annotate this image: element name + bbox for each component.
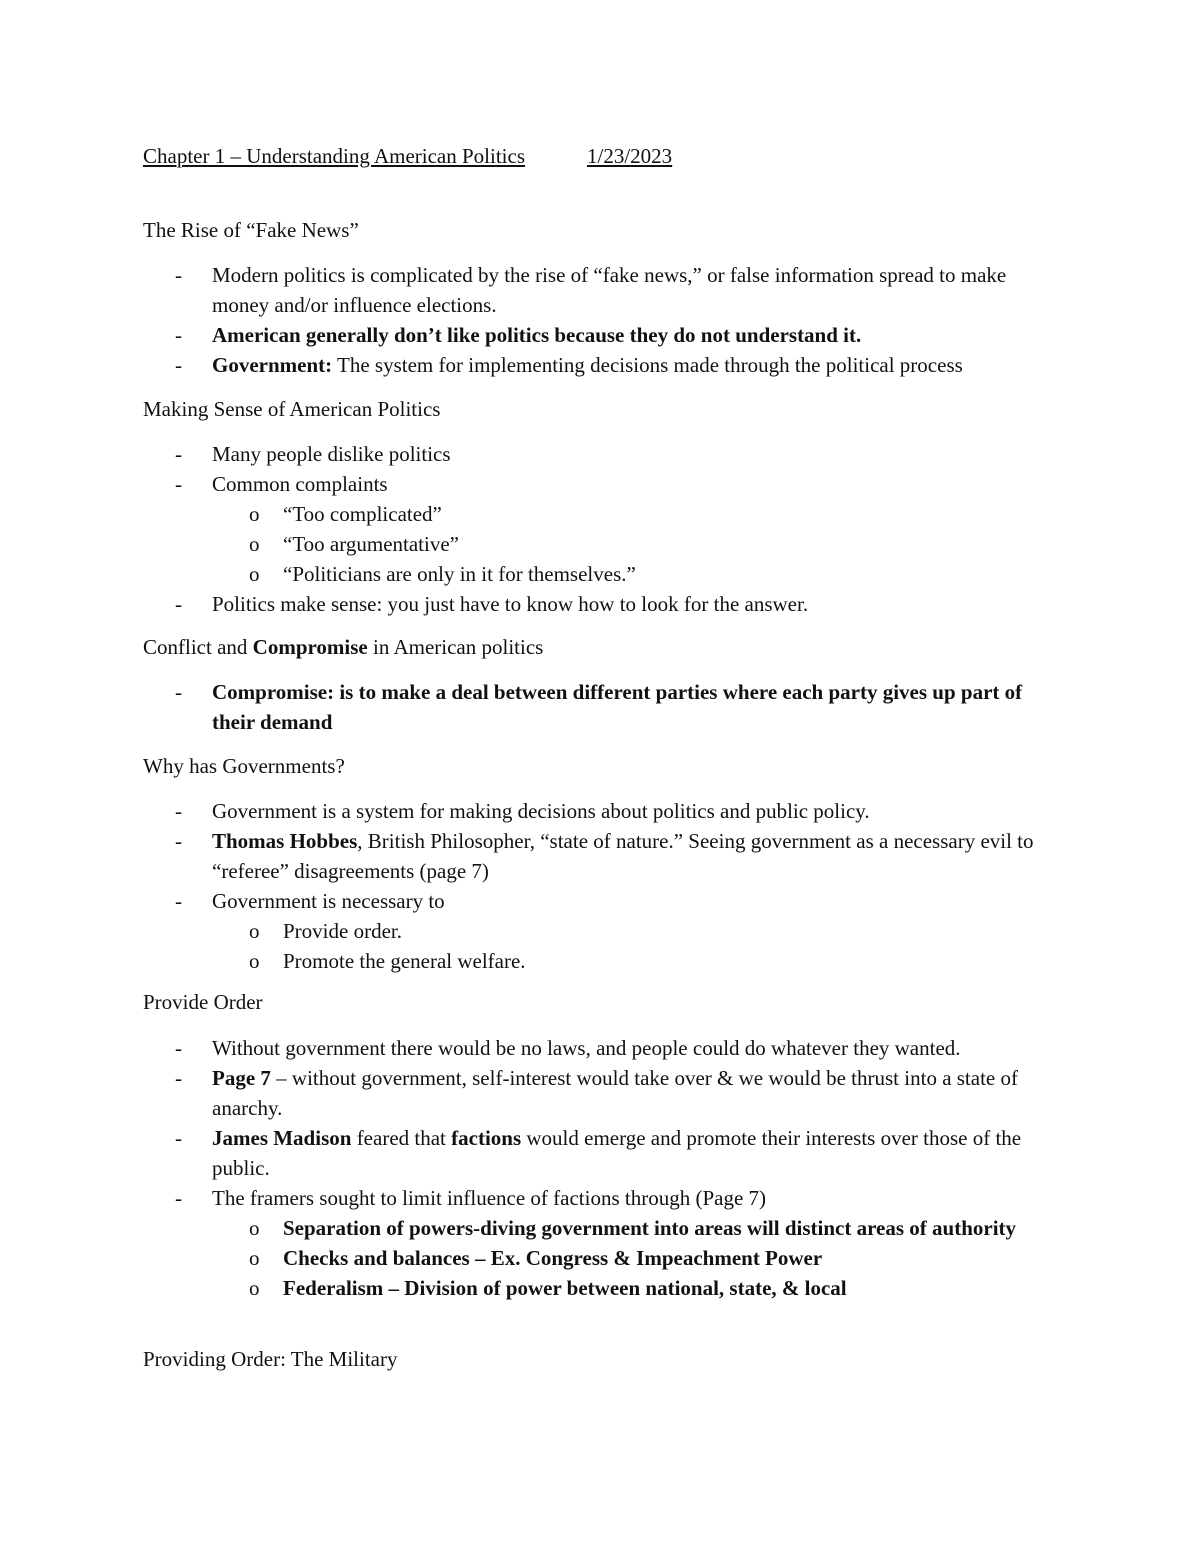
sub-list-item: o “Too argumentative” (212, 529, 1063, 559)
list-item (143, 1123, 1063, 1183)
section-heading-provide-order: Provide Order (143, 990, 263, 1014)
section-list-fake-news (143, 260, 1063, 380)
list-item (143, 886, 1063, 976)
bold-text: American generally don’t like politics because they do not understand it. (212, 323, 862, 347)
sub-list (212, 499, 1063, 589)
heading-text: Conflict and (143, 635, 253, 659)
sub-list (212, 916, 1063, 976)
bold-text: Thomas Hobbes (212, 829, 358, 853)
bold-text: Compromise: is to make a deal between different parties where each party gives up part of their demand (212, 680, 1023, 734)
sub-list-item: o “Too complicated” (212, 499, 1063, 529)
bold-text: Checks and balances – Ex. Congress & Impeachment Power (283, 1246, 823, 1270)
list-item-text: would emerge and promote their interests over those of the public. (212, 1126, 1022, 1180)
chapter-title: Chapter 1 – Understanding American Politics (143, 144, 526, 168)
section-list-why-government (143, 796, 1063, 976)
list-item-text: – without government, self-interest would take over & we would be thrust into a state of anarchy. (212, 1066, 1018, 1120)
definition: The system for implementing decisions made through the political process (332, 353, 963, 377)
section-list-making-sense (143, 439, 1063, 619)
header-date: 1/23/2023 (587, 144, 673, 168)
list-item: - Government is a system for making decisions about politics and public policy. (143, 796, 1063, 826)
list-item-text: feared that (351, 1126, 452, 1150)
list-item (143, 320, 1063, 350)
sub-list-item (212, 1273, 1063, 1303)
list-item (143, 1063, 1063, 1123)
sub-list (212, 1213, 1063, 1303)
heading-text: in American politics (367, 635, 544, 659)
sub-list-item: o Promote the general welfare. (212, 946, 1063, 976)
list-item (143, 350, 1063, 380)
sub-list-item: o “Politicians are only in it for themselves.” (212, 559, 1063, 589)
list-item-text: Common complaints (212, 472, 388, 496)
section-heading-fake-news: The Rise of “Fake News” (143, 218, 359, 242)
list-item: - Modern politics is complicated by the rise of “fake news,” or false information spread to make money and/or influence elections. (143, 260, 1063, 320)
list-item (143, 826, 1063, 886)
bold-text: James Madison (212, 1126, 352, 1150)
section-heading-making-sense: Making Sense of American Politics (143, 397, 441, 421)
sub-list-item (212, 1213, 1063, 1243)
bold-text: Separation of powers-diving government into areas will distinct areas of authority (283, 1216, 1017, 1240)
list-item-text: , British Philosopher, “state of nature.” Seeing government as a necessary evil to “referee” disagreements (page 7) (212, 829, 1034, 883)
list-item-text: Government is necessary to (212, 889, 445, 913)
bold-text: Federalism – Division of power between national, state, & local (283, 1276, 847, 1300)
bold-text: Page 7 (212, 1066, 271, 1090)
section-list-compromise (143, 677, 1063, 737)
section-heading-military: Providing Order: The Military (143, 1347, 398, 1371)
list-item (143, 1183, 1063, 1303)
bold-text: factions (451, 1126, 522, 1150)
section-heading-why-government: Why has Governments? (143, 754, 345, 778)
sub-list-item (212, 1243, 1063, 1273)
list-item (143, 469, 1063, 589)
list-item: - Many people dislike politics (143, 439, 1063, 469)
list-item (143, 677, 1063, 737)
section-list-provide-order (143, 1033, 1063, 1303)
list-item: - Without government there would be no laws, and people could do whatever they wanted. (143, 1033, 1063, 1063)
page-header (143, 141, 672, 171)
heading-bold: Compromise (252, 635, 368, 659)
list-item: - Politics make sense: you just have to know how to look for the answer. (143, 589, 1063, 619)
sub-list-item: o Provide order. (212, 916, 1063, 946)
list-item-text: The framers sought to limit influence of factions through (Page 7) (212, 1186, 767, 1210)
term: Government: (212, 353, 333, 377)
section-heading-compromise (143, 632, 543, 662)
